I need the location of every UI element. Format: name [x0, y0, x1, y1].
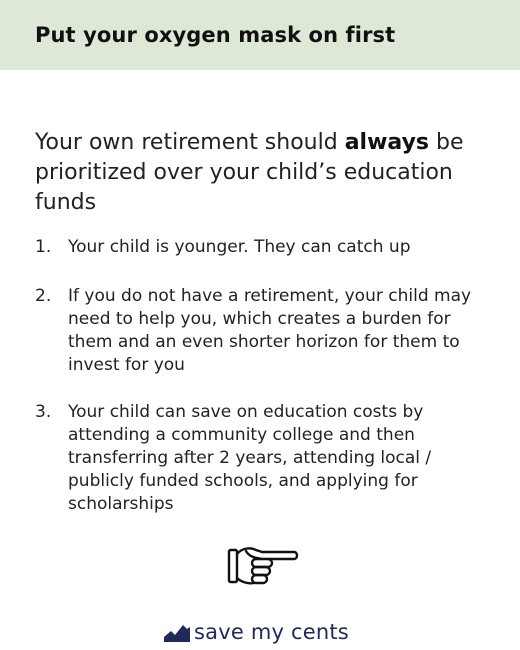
list-item — [35, 285, 490, 377]
list-item-number: 1. — [35, 237, 52, 257]
lead-text-start: Your own retirement should — [35, 130, 345, 155]
list-item — [35, 236, 490, 259]
brand-name: save my cents — [194, 620, 349, 644]
list-item-number: 3. — [35, 402, 52, 422]
page-title: Put your oxygen mask on first — [35, 23, 396, 47]
list-item-text: Your child is younger. They can catch up — [68, 237, 411, 257]
list-item-text: Your child can save on education costs by attending a community college and then transferring after 2 years, attending local / publicly funded schools, and applying for scholarships — [68, 402, 432, 514]
mountain-chart-icon — [164, 622, 190, 642]
pointing-hand-icon — [226, 542, 300, 590]
lead-statement — [35, 128, 485, 218]
list-item — [35, 401, 490, 516]
list-item-number: 2. — [35, 286, 52, 306]
brand-logo — [164, 616, 349, 648]
lead-text-end: be prioritized over your child’s education funds — [35, 130, 464, 215]
header-banner — [0, 0, 520, 70]
lead-emphasis: always — [344, 130, 430, 155]
list-item-text: If you do not have a retirement, your child may need to help you, which creates a burden for them and an even shorter horizon for them to invest for you — [68, 286, 472, 375]
